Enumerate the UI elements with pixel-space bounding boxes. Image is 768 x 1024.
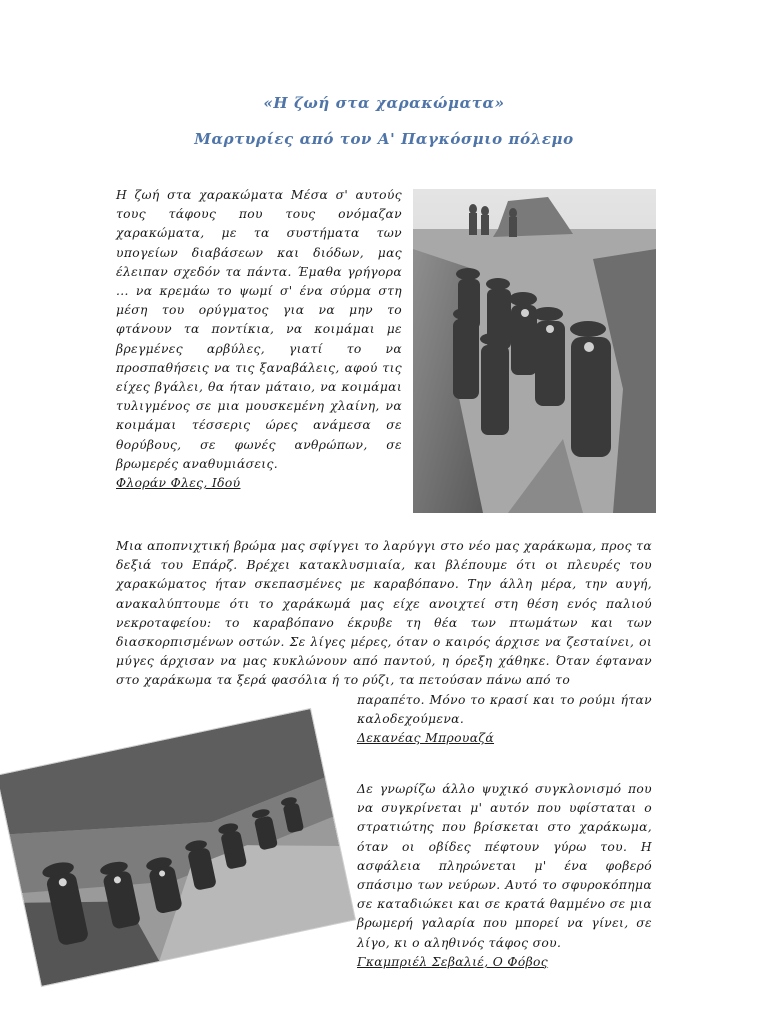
page-subtitle: Μαρτυρίες από τον Α' Παγκόσμιο πόλεμο [194, 130, 574, 148]
quote-1 [116, 186, 402, 493]
trench-resting-photo-icon [0, 709, 355, 986]
quote-2-text: Μια αποπνιχτική βρώμα μας σφίγγει το λαρύγγι στο νέο μας χαράκωμα, προς τα δεξιά του Επάρζ. Βρέχει κατακλυσμιαία, και βλέπουμε ότι οι πλευρές του χαρακώματος ήταν σκεπασμένες με καραβόπανο. Την άλλη μέρα, την αυγή, ανακαλύπτουμε ότι το χαράκωμά μας είχε ανοιχτεί στη θέση ενός παλιού νεκροταφείου: το καραβόπανο έκρυβε τη θέα των πτωμάτων και των διασκορπισμένων οστών. Σε λίγες μέρες, όταν ο καιρός άρχισε να ζεσταίνει, οι μύγες άρχισαν να μας κυκλώνουν από παντού, η όρεξη χάθηκε. Όταν έφταναν στο χαράκωμα τα ξερά φασόλια ή το ρύζι, τα πετούσαν πάνω από το [116, 539, 652, 688]
quote-1-text: Η ζωή στα χαρακώματα Μέσα σ' αυτούς τους τάφους που τους ονόμαζαν χαρακώματα, με τα συστήματα των υπογείων διαβάσεων και διόδων, μας έλειπαν σχεδόν τα πάντα. Έμαθα γρήγορα ... να κρεμάω το ψωμί σ' ένα σύρμα στη μέση του ορύγματος για να μην το φτάνουν τα ποντίκια, να κοιμάμαι με βρεγμένες αρβύλες, γιατί το να προσπαθήσεις να τις ξαναβάλεις, αφού τις είχες βγάλει, θα ήταν μάταιο, να κοιμάμαι τυλιγμένος σε μια μουσκεμένη χλαίνη, να κοιμάμαι τέσσερις ώρες ανάμεσα σε θορύβους, σε φωνές ανθρώπων, σε βρωμερές αναθυμιάσεις. [116, 188, 402, 471]
quote-2 [116, 537, 652, 691]
trench-photo-icon [413, 189, 656, 513]
quote-2-author: Δεκανέας Μπρουαζά [357, 731, 495, 746]
page-title: «Η ζωή στα χαρακώματα» [263, 94, 505, 112]
quote-3 [357, 780, 652, 972]
quote-2-continuation [357, 691, 652, 749]
quote-3-text: Δε γνωρίζω άλλο ψυχικό συγκλονισμό που να συγκρίνεται μ' αυτόν που υφίσταται ο στρατιώτης που βρίσκεται στο χαράκωμα, όταν οι οβίδες πέφτουν γύρω του. Η ασφάλεια πληρώνεται μ' ένα φοβερό σπάσιμο των νεύρων. Αυτό το σφυροκόπημα σε καταδιώκει και σε κρατά θαμμένο σε μια βρωμερή γαλαρία που μπορεί να γίνει, σε λίγο, κι ο αληθινός τάφος σου. [357, 782, 652, 950]
quote-1-author: Φλοράν Φλες, Ιδού [116, 476, 241, 491]
quote-3-author: Γκαμπριέλ Σεβαλιέ, Ο Φόβος [357, 954, 549, 969]
quote-2-continuation-text: παραπέτο. Μόνο το κρασί και το ρούμι ήταν καλοδεχούμενα. [357, 693, 652, 727]
